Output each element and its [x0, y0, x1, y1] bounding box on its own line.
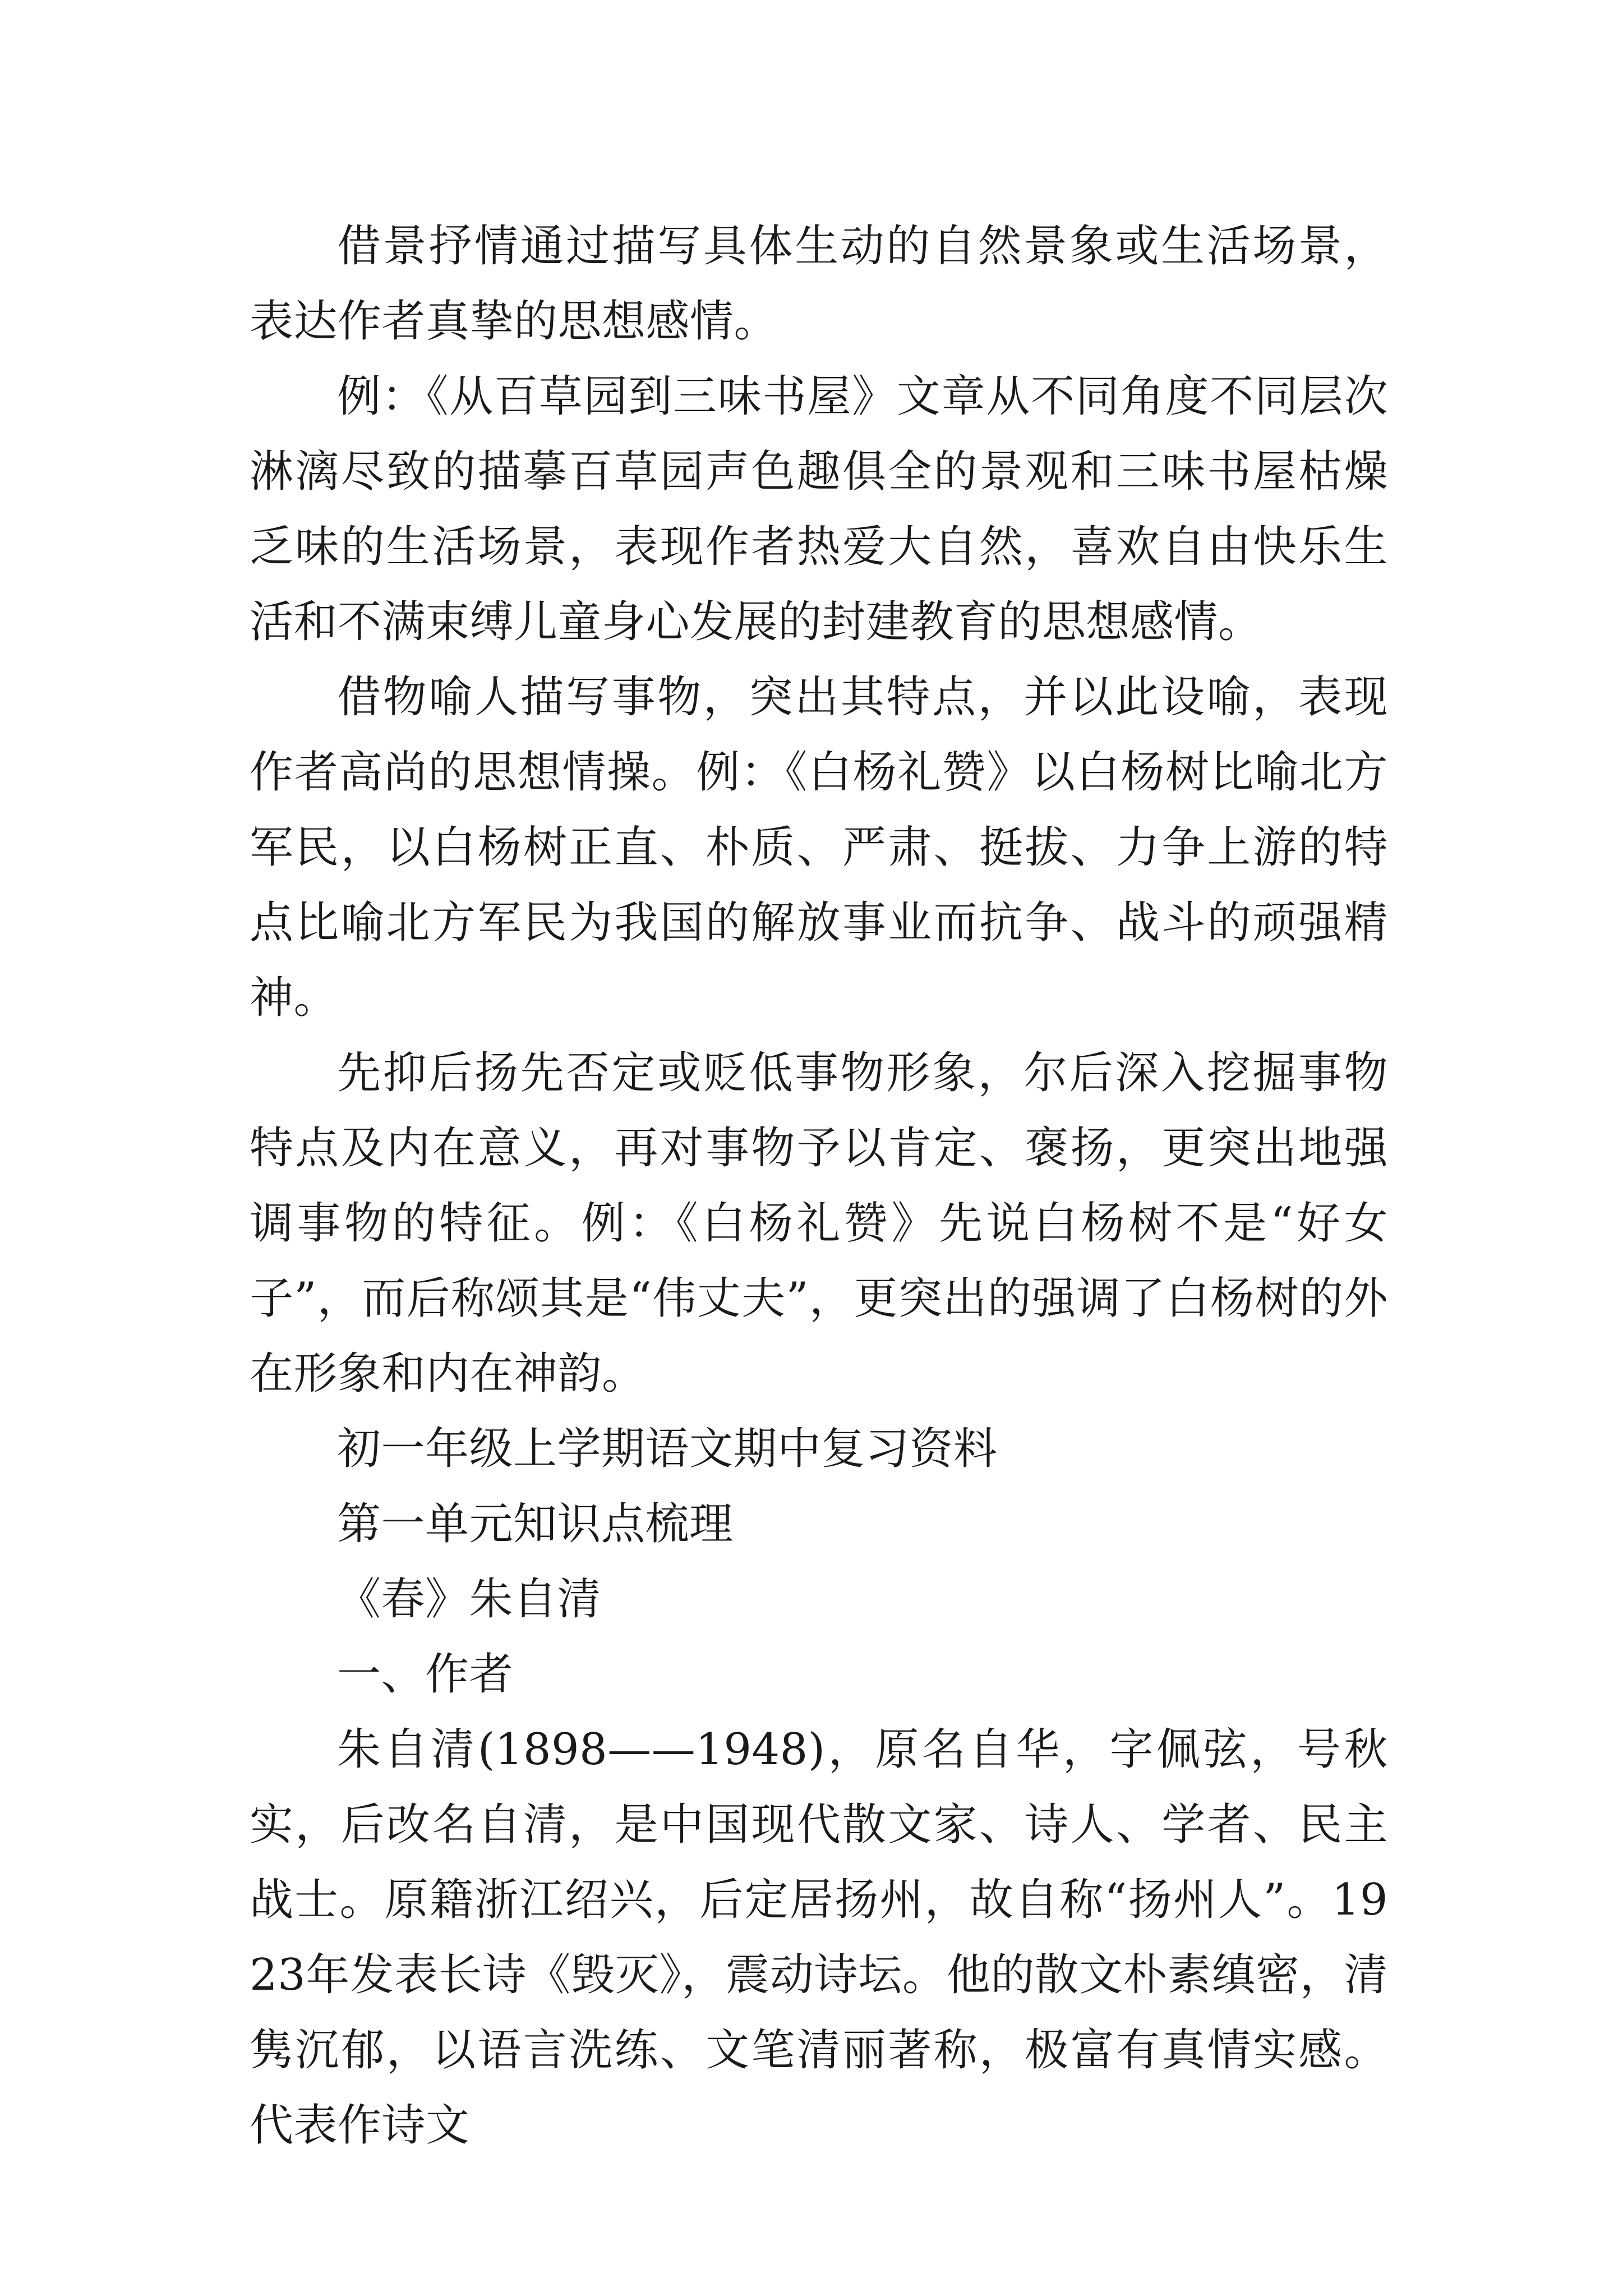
paragraph-author-bio: 朱自清(1898——1948)，原名自华，字佩弦，号秋实，后改名自清，是中国现代散文家、诗人、学者、民主战士。原籍浙江绍兴，后定居扬州，故自称“扬州人”。1923年发表长诗《毁灭》，震动诗坛。他的散文朴素缜密，清隽沉郁，以语言洗练、文笔清丽著称，极富有真情实感。代表作诗文	[250, 1724, 1388, 2151]
paragraph-suppress-then-praise: 先抑后扬先否定或贬低事物形象，尔后深入挖掘事物特点及内在意义，再对事物予以肯定、褒扬，更突出地强调事物的特征。例：《白杨礼赞》先说白杨树不是“好女子”，而后称颂其是“伟丈夫”，更突出的强调了白杨树的外在形象和内在神韵。	[250, 1048, 1388, 1399]
lesson-title-spring: 《春》朱自清	[337, 1574, 602, 1625]
subheading-author: 一、作者	[337, 1649, 514, 1700]
paragraph-object-metaphor: 借物喻人描写事物，突出其特点，并以此设喻，表现作者高尚的思想情操。例：《白杨礼赞》以白杨树比喻北方军民，以白杨树正直、朴质、严肃、挺拔、力争上游的特点比喻北方军民为我国的解放事业而抗争、战斗的顽强精神。	[250, 672, 1388, 1023]
section-title-review-material: 初一年级上学期语文期中复习资料	[337, 1424, 998, 1474]
paragraph-example-baicaoyuan: 例：《从百草园到三味书屋》文章从不同角度不同层次淋漓尽致的描摹百草园声色趣俱全的景观和三味书屋枯燥乏味的生活场景，表现作者热爱大自然，喜欢自由快乐生活和不满束缚儿童身心发展的封建教育的思想感情。	[250, 371, 1388, 647]
paragraph-scenery-emotion: 借景抒情通过描写具体生动的自然景象或生活场景，表达作者真挚的思想感情。	[250, 221, 1388, 347]
section-title-unit-one: 第一单元知识点梳理	[337, 1499, 734, 1549]
document-body	[250, 209, 1388, 2163]
